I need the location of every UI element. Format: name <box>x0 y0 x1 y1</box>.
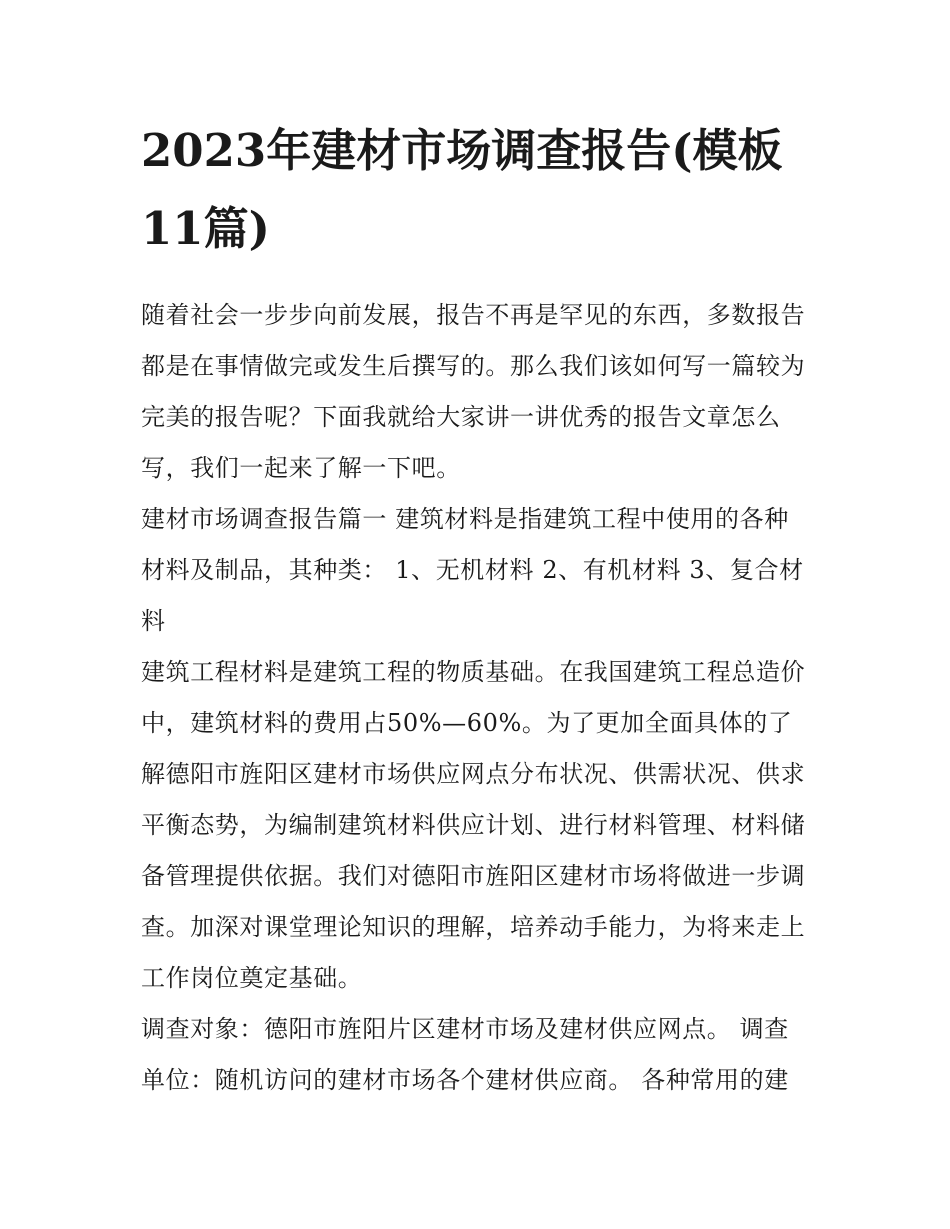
paragraph-intro: 随着社会一步步向前发展，报告不再是罕见的东西，多数报告都是在事情做完或发生后撰写的。那么我们该如何写一篇较为完美的报告呢？下面我就给大家讲一讲优秀的报告文章怎么写，我们一起来了解一下吧。 <box>141 301 806 482</box>
paragraph-survey: 调查对象：德阳市旌阳片区建材市场及建材供应网点。 调查单位：随机访问的建材市场各个建材供应商。 各种常用的建 <box>141 1015 789 1094</box>
document-body <box>141 112 813 1106</box>
document-title: 2023年建材市场调查报告(模板11篇) <box>141 124 783 255</box>
paragraph-section-one: 建材市场调查报告篇一 建筑材料是指建筑工程中使用的各种材料及制品，其种类： 1、无机材料 2、有机材料 3、复合材料 <box>141 505 804 635</box>
paragraph-materials: 建筑工程材料是建筑工程的物质基础。在我国建筑工程总造价中，建筑材料的费用占50%—60%。为了更加全面具体的了解德阳市旌阳区建材市场供应网点分布状况、供需状况、供求平衡态势，为编制建筑材料供应计划、进行材料管理、材料储备管理提供依据。我们对德阳市旌阳区建材市场将做进一步调查。加深对课堂理论知识的理解，培养动手能力，为将来走上工作岗位奠定基础。 <box>141 658 806 992</box>
